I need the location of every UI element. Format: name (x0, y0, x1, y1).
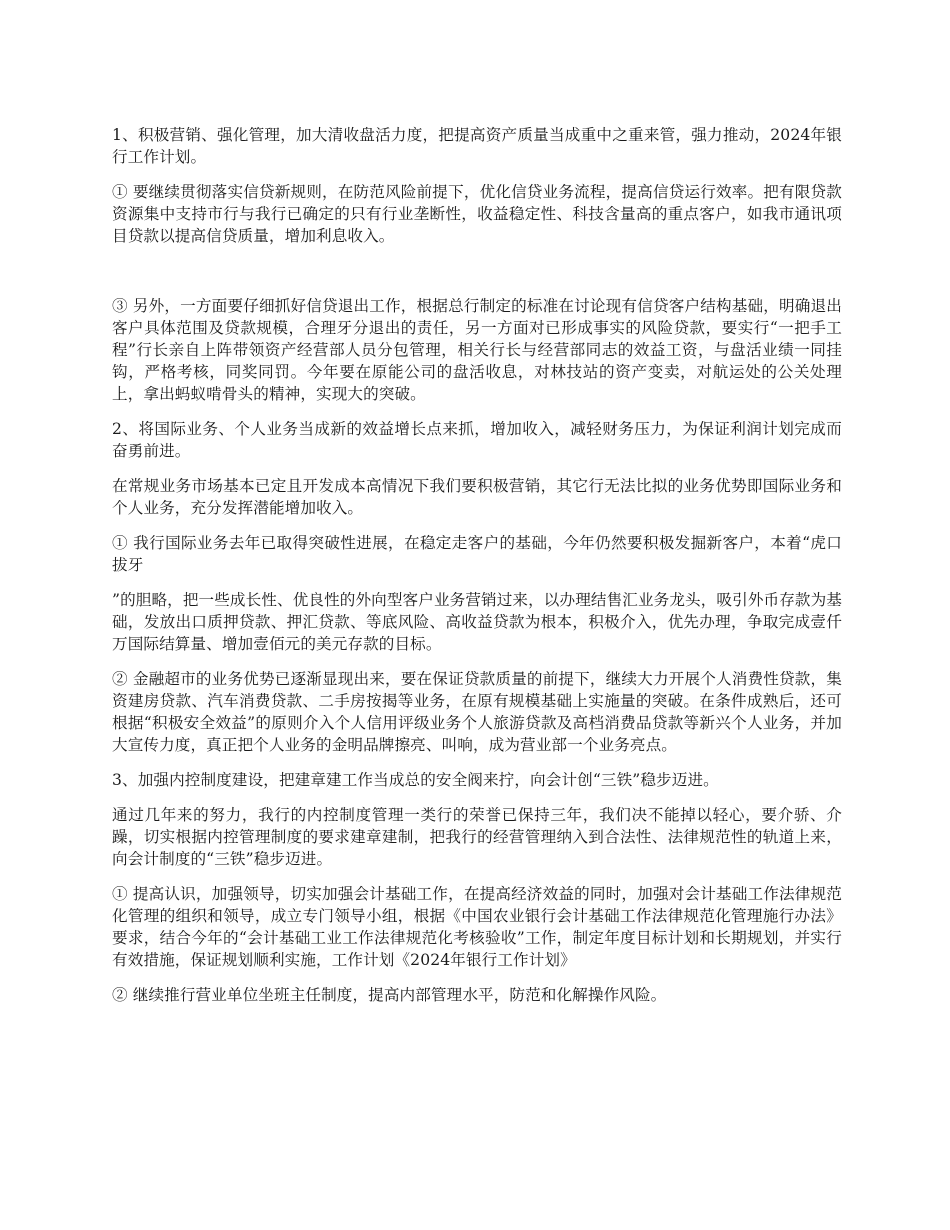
paragraph-section-3-intro: 通过几年来的努力，我行的内控制度管理一类行的荣誉已保持三年，我们决不能掉以轻心，要介骄、介躁，切实根据内控管理制度的要求建章建制，把我行的经营管理纳入到合法性、法律规范性的轨道上来，向会计制度的“三铁”稳步迈进。 (112, 806, 842, 868)
document-body (112, 124, 842, 1019)
paragraph-item-1-accounting: ① 提高认识，加强领导，切实加强会计基础工作，在提高经济效益的同时，加强对会计基础工作法律规范化管理的组织和领导，成立专门领导小组，根据《中国农业银行会计基础工作法律规范化管理施行办法》要求，结合今年的“会计基础工业工作法律规范化考核验收”工作，制定年度目标计划和长期规划，并实行有效措施，保证规划顺利实施，工作计划《2024年银行工作计划》 (112, 885, 842, 969)
paragraph-section-3-heading: 3、加强内控制度建设，把建章建工作当成总的安全阀来拧，向会计创“三铁”稳步迈进。 (112, 771, 719, 789)
paragraph-item-1: ① 要继续贯彻落实信贷新规则，在防范风险前提下，优化信贷业务流程，提高信贷运行效率。把有限贷款资源集中支持市行与我行已确定的只有行业垄断性，收益稳定性、科技含量高的重点客户，如我市通讯项目贷款以提高信贷质量，增加利息收入。 (112, 183, 842, 245)
paragraph-section-1-heading: 1、积极营销、强化管理，加大清收盘活力度，把提高资产质量当成重中之重来管，强力推动，2024年银行工作计划。 (112, 126, 842, 166)
paragraph-section-2-heading: 2、将国际业务、个人业务当成新的效益增长点来抓，增加收入，减轻财务压力，为保证利润计划完成而奋勇前进。 (112, 420, 842, 460)
paragraph-section-2-intro: 在常规业务市场基本已定且开发成本高情况下我们要积极营销，其它行无法比拟的业务优势即国际业务和个人业务，充分发挥潜能增加收入。 (112, 477, 842, 517)
paragraph-item-2-retail: ② 金融超市的业务优势已逐渐显现出来，要在保证贷款质量的前提下，继续大力开展个人消费性贷款，集资建房贷款、汽车消费贷款、二手房按揭等业务，在原有规模基础上实施量的突破。在条件成熟后，还可根据“积极安全效益”的原则介入个人信用评级业务个人旅游贷款及高档消费品贷款等新兴个人业务，并加大宣传力度，真正把个人业务的金明品牌擦亮、叫响，成为营业部一个业务亮点。 (112, 670, 842, 754)
paragraph-item-2-supervisor: ② 继续推行营业单位坐班主任制度，提高内部管理水平，防范和化解操作风险。 (112, 986, 667, 1004)
paragraph-item-1-international: ① 我行国际业务去年已取得突破性进展，在稳定走客户的基础，今年仍然要积极发掘新客户，本着“虎口拔牙 (112, 534, 842, 574)
paragraph-item-3: ③ 另外，一方面要仔细抓好信贷退出工作，根据总行制定的标准在讨论现有信贷客户结构基础，明确退出客户具体范围及贷款规模，合理牙分退出的责任，另一方面对已形成事实的风险贷款，要实行“一把手工程”行长亲自上阵带领资产经营部人员分包管理，相关行长与经营部同志的效益工资，与盘活业绩一同挂钩，严格考核，同奖同罚。今年要在原能公司的盘活收息，对林技站的资产变卖，对航运处的公关处理上，拿出蚂蚁啃骨头的精神，实现大的突破。 (112, 297, 842, 403)
paragraph-gap (112, 260, 842, 295)
paragraph-item-1-continued: ”的胆略，把一些成长性、优良性的外向型客户业务营销过来，以办理结售汇业务龙头，吸引外币存款为基础，发放出口质押贷款、押汇贷款、等底风险、高收益贷款为根本，积极介入，优先办理，争取完成壹仟万国际结算量、增加壹佰元的美元存款的目标。 (112, 591, 842, 653)
